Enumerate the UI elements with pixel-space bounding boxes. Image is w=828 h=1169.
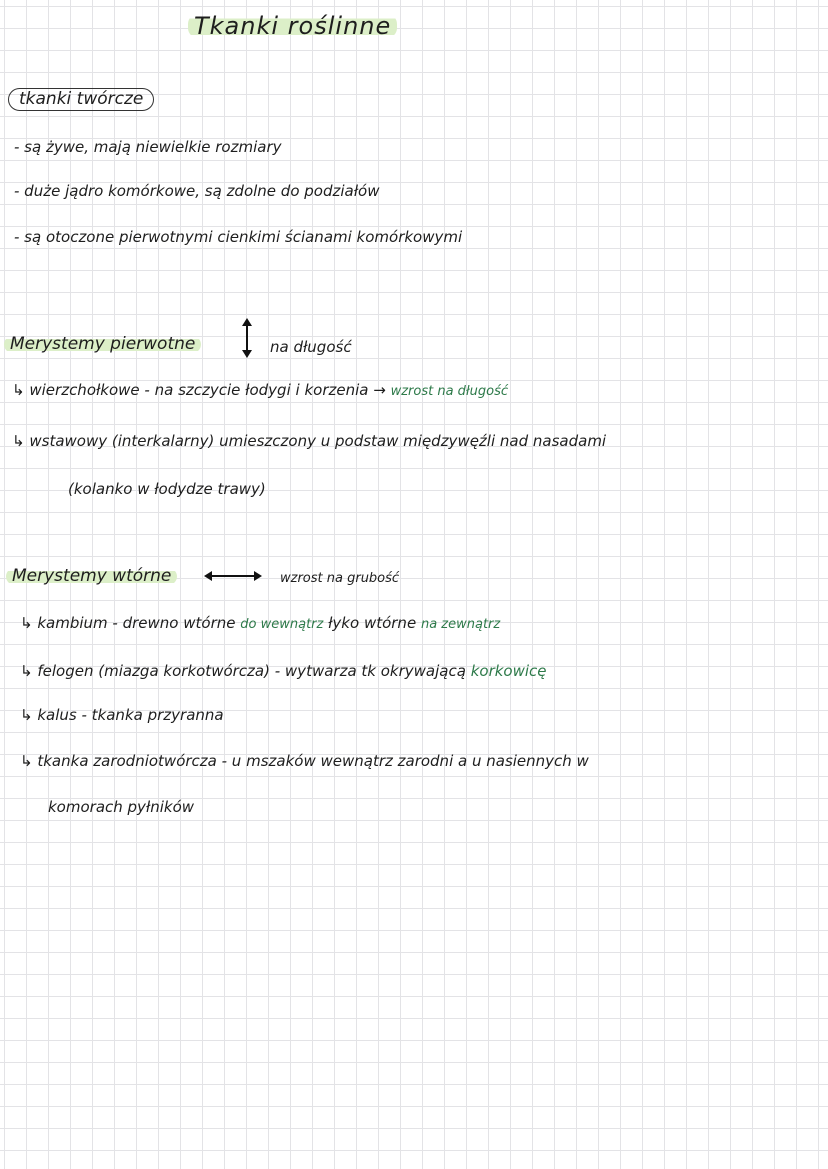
list-item xyxy=(12,383,508,398)
bullet-line: - są otoczone pierwotnymi cienkimi ścianami komórkowymi xyxy=(14,228,463,246)
item-text: tkanka zarodniotwórcza - u mszaków wewnątrz zarodni a u nasiennych w xyxy=(37,752,589,770)
item-continuation: (kolanko w łodydze trawy) xyxy=(68,480,266,498)
item-green-text: na zewnątrz xyxy=(420,617,501,632)
item-green-text: do wewnątrz xyxy=(240,617,324,632)
bullet-line: - są żywe, mają niewielkie rozmiary xyxy=(14,138,282,156)
item-green-text: korkowicę xyxy=(470,662,547,680)
item-green-text: wzrost na długość xyxy=(390,384,509,399)
item-text: kalus - tkanka przyranna xyxy=(37,706,224,724)
hook-arrow-icon: ↳ xyxy=(20,752,33,770)
section-heading-suffix: na długość xyxy=(270,338,352,356)
section-heading-merystemy-pierwotne: Merystemy pierwotne xyxy=(4,336,201,353)
hook-arrow-icon: ↳ xyxy=(20,662,33,680)
horizontal-double-arrow-icon xyxy=(204,570,262,582)
hook-arrow-icon: ↳ xyxy=(12,381,25,399)
section-heading-tkanki-tworcze: tkanki twórcze xyxy=(8,88,154,111)
list-item xyxy=(20,664,547,679)
hook-arrow-icon: ↳ xyxy=(12,432,25,450)
item-continuation: komorach pyłników xyxy=(48,798,195,816)
item-text: kambium - drewno wtórne xyxy=(37,614,236,632)
section-heading-suffix: wzrost na grubość xyxy=(280,571,400,586)
hook-arrow-icon: ↳ xyxy=(20,706,33,724)
list-item xyxy=(20,754,589,769)
list-item xyxy=(20,708,224,723)
item-text: felogen (miazga korkotwórcza) - wytwarza tk okrywającą xyxy=(37,662,466,680)
section-heading-merystemy-wtorne: Merystemy wtórne xyxy=(6,568,177,585)
page-title: Tkanki roślinne xyxy=(188,14,397,38)
list-item xyxy=(20,616,500,631)
item-text: łyko wtórne xyxy=(328,614,417,632)
item-text: wstawowy (interkalarny) umieszczony u podstaw międzywęźli nad nasadami xyxy=(29,432,607,450)
list-item xyxy=(12,434,606,449)
vertical-double-arrow-icon xyxy=(240,318,254,358)
item-text: wierzchołkowe - na szczycie łodygi i korzenia → xyxy=(29,381,386,399)
hook-arrow-icon: ↳ xyxy=(20,614,33,632)
bullet-line: - duże jądro komórkowe, są zdolne do podziałów xyxy=(14,182,380,200)
